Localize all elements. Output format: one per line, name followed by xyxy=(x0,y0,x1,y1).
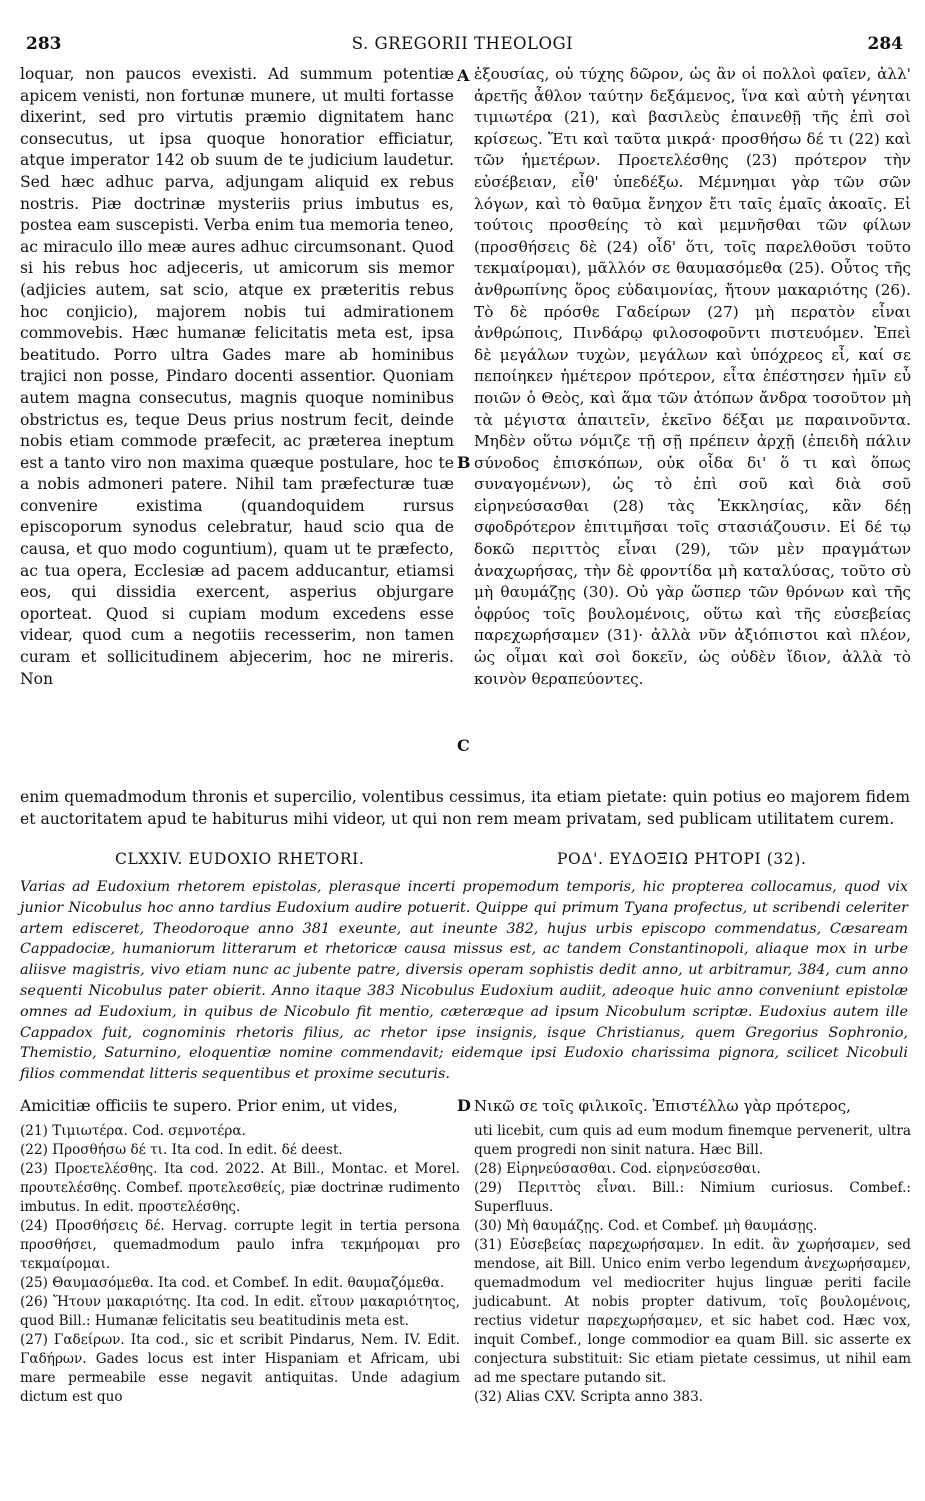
greek-letter-opening xyxy=(474,1096,911,1117)
footnote: (29) Περιττὸς εἶναι. Bill.: Nimium curiosus. Combef.: Superfluus. xyxy=(474,1180,911,1215)
footnote: (32) Alias CXV. Scripta anno 383. xyxy=(474,1389,704,1405)
latin-letter-opening-text: Amicitiæ officiis te supero. Prior enim, ut vides, xyxy=(20,1097,398,1115)
latin-continuation-text: enim quemadmodum thronis et supercilio, volentibus cessimus, ita etiam pietate: quin potius eo majorem fidem et auctoritatem apud te habiturus mihi videor, ut qui non rem meam privatam, sed publicam utilitatem curem. xyxy=(20,788,910,828)
page-number-left: 283 xyxy=(26,34,62,54)
greek-text: ἐξουσίας, οὐ τύχης δῶρον, ὡς ἂν οἱ πολλοὶ φαῖεν, ἀλλ' ἀρετῆς ἆθλον ταύτην δεξάμενος, ἵνα καὶ αὐτὴ γένηται τιμιωτέρα (21), καὶ βασιλεὺς ἐπαινεθῇ τῆς ἐπὶ σοὶ κρίσεως. Ἔτι καὶ ταῦτα μικρά· προσθήσω δέ τι (22) καὶ τῶν ἡμετέρων. Προετελέσθης (23) πρότερον τὴν εὐσέβειαν, εἶθ' ὑπεδέξω. Μέμνημαι γὰρ τῶν σῶν λόγων, καὶ τὸ θαῦμα ἔνηχον ἔτι ταῖς ἐμαῖς ἀκοαῖς. Εἰ τούτοις προσθείης τὸ καὶ μεμνῆσθαι τῶν φίλων (προσθήσεις δὲ (24) οἶδ' ὅτι, τοῖς παρελθοῦσι τοῦτο τεκμαίρομαι), μᾶλλόν σε θαυμασόμεθα (25). Οὗτος τῆς ἀνθρωπίνης ὅρος εὐδαιμονίας, ἤτουν μακαριότης (26). Τὸ δὲ πρόσθε Γαδείρων (27) μὴ περατὸν εἶναι ἀνθρώποις, Πινδάρῳ φιλοσοφοῦντι πιστευόμεν. Ἐπεὶ δὲ μεγάλων τυχὼν, μεγάλων καὶ ὑπόχρεος εἶ, καί σε πεποίηκεν ἡμέτερον πρότερον, εἶτα ἐπέστησεν ἡμῖν εὖ ποιῶν ὁ Θεὸς, καὶ ἅμα τῶν ἀτόπων ἄνδρα τοσοῦτον μὴ τὰ μέγιστα ἀπαιτεῖν, ἐκεῖνο δέξαι με παραινοῦντα. Μηδὲν οὕτω νόμιζε τῇ σῇ πρέπειν ἀρχῇ (ἐπειδὴ πάλιν σύνοδος ἐπισκόπων, οὐκ οἶδα δι' ὅ τι καὶ ὅπως συναγομένων), ὡς τὸ ἐπὶ σοῦ καὶ διὰ σοῦ εἰρηνεύσασθαι (28) τὰς Ἐκκλησίας, κἂν δέῃ σφοδρότερον ἐπιτιμῆσαι τοῖς στασιάζουσιν. Εἰ δέ τῳ δοκῶ περιττὸς εἶναι (29), τῶν μὲν πραγμάτων ἀναχωρήσας, τὴν δὲ φροντίδα μὴ καταλύσας, τοῦτο σὺ μὴ θαυμάζῃς (30). Οὐ γὰρ ὥσπερ τῶν θρόνων καὶ τῆς ὀφρύος τοῖς βουλομένοις, οὕτω καὶ τῆς εὐσεβείας παρεχωρήσαμεν (31)· ἀλλὰ νῦν ἀξιόπιστοι καὶ πλέον, ὡς οἶμαι καὶ σοὶ δοκεῖν, ὡς οὐδὲν ἴδιον, ἀλλὰ τὸ κοινὸν θεραπεύοντες. xyxy=(474,65,911,688)
margin-letter-d: D xyxy=(457,1096,471,1115)
footnote: (27) Γαδείρων. Ita cod., sic et scribit Pindarus, Nem. IV. Edit. Γαδήρων. Gades locus est inter Hispaniam et Africam, ubi mare permeabile esse negavit antiquitas. Unde adagium dictum est quo xyxy=(20,1332,460,1405)
latin-letter-opening xyxy=(20,1096,464,1117)
footnote: (28) Εἰρηνεύσασθαι. Cod. εἰρηνεύσεσθαι. xyxy=(474,1161,761,1177)
running-title: S. GREGORII THEOLOGI xyxy=(351,34,574,53)
footnotes-right xyxy=(474,1122,911,1407)
footnotes-left xyxy=(20,1122,460,1407)
footnote: (24) Προσθήσεις δέ. Hervag. corrupte legit in tertia persona προσθήσει, quemadmodum paulo infra τεκμήρομαι pro τεκμαίρομαι. xyxy=(20,1218,460,1272)
introduction-text: Varias ad Eudoxium rhetorem epistolas, plerasque incerti propemodum temporis, hic propterea collocamus, quod vix junior Nicobulus hoc anno tardius Eudoxium audire potuerit. Quippe qui primum Tyana profectus, ut scribendi celeriter artem edisceret, Theodoroque anno 381 exeunte, aut ineunte 382, hujus urbis episcopo commendatus, Cæsaream Cappadociæ, humaniorum litterarum et rhetoricæ causa missus est, ac tandem Constantinopoli, aliaque mox in urbe aliisve magistris, vivo etiam nunc ac jubente patre, diversis operam sophistis dedit anno, ut arbitramur, 384, cum anno sequenti Nicobulus pater obierit. Anno itaque 383 Nicobulus Eudoxium audiit, adeoque huic anno conveniunt epistolæ omnes ad Eudoxium, in quibus de Nicobulo fit mentio, cæteræque ad ipsum Nicobulum scriptæ. Eudoxius autem ille Cappadox fuit, cognominis rhetoris filius, ac rhetor ipse insignis, isque Christianus, quem Gregorius Sophronio, Themistio, Saturnino, eloquentiæ nomine commendavit; eidemque ipsi Eudoxio charissima pignora, scilicet Nicobuli filios commendat litteris sequentibus et proxime secuturis. xyxy=(20,879,908,1083)
footnote: (21) Τιμιωτέρα. Cod. σεμνοτέρα. xyxy=(20,1123,246,1139)
footnote: (22) Προσθήσω δέ τι. Ita cod. In edit. δέ deest. xyxy=(20,1142,343,1158)
footnote: (30) Μὴ θαυμάζῃς. Cod. et Combef. μὴ θαυμάσῃς. xyxy=(474,1218,818,1234)
margin-letter-a: A xyxy=(457,66,470,85)
letter-heading-greek: ΡΟΔ'. ΕΥΔΟΞΙΩ ΡΗΤΟΡΙ (32). xyxy=(557,850,807,868)
footnote: (31) Εὐσεβείας παρεχωρήσαμεν. In edit. ἂν χωρήσαμεν, sed mendose, ait Bill. Unico enim verbo legendum ἀνεχωρήσαμεν, quemadmodum vel mediocriter hujus linguæ periti facile judicabunt. At nobis propter dativum, τοῖς βουλομένοις, rectius videtur παρεχωρήσαμεν, et sic habet cod. Hæc vox, inquit Combef., longe commodior ea quam Bill. sic asserte ex conjectura substituit: Sic etiam pietate cessimus, ut nihil eam ad me spectare putando sit. xyxy=(474,1237,911,1386)
footnote: (25) Θαυμασόμεθα. Ita cod. et Combef. In edit. θαυμαζόμεθα. xyxy=(20,1275,445,1291)
letter-heading-latin: CLXXIV. EUDOXIO RHETORI. xyxy=(115,850,365,868)
latin-column xyxy=(20,64,454,690)
editorial-introduction xyxy=(20,877,908,1085)
footnote: (23) Προετελέσθης. Ita cod. 2022. At Bill., Montac. et Morel. προυτελέσθης. Combef. προτελεσθείς, piæ doctrinæ rudimento imbutus. In edit. προστελέσθης. xyxy=(20,1161,460,1215)
greek-letter-opening-text: Νικῶ σε τοῖς φιλικοῖς. Ἐπιστέλλω γὰρ πρότερος, xyxy=(474,1097,851,1115)
latin-text: loquar, non paucos evexisti. Ad summum potentiæ apicem venisti, non fortunæ munere, ut multi fortasse dixerint, sed pro virtutis præmio dignitatem hanc consecutus, ut ipsa quoque honoratior efficiatur, atque imperator 142 ob suum de te judicium laudetur. Sed hæc adhuc parva, adjungam aliquid ex rebus nostris. Piæ doctrinæ mysteriis prius imbutus es, postea eam suscepisti. Verba enim tua memoria teneo, ac miraculo illo meæ aures adhuc circumsonant. Quod si his rebus hoc adjeceris, ut amicorum sis memor (adjicies autem, sat scio, atque ex præteritis rebus hoc conjicio), majorem nobis tui admirationem commovebis. Hæc humanæ felicitatis meta est, ipsa beatitudo. Porro ultra Gades mare ab hominibus trajici non posse, Pindaro docenti assentior. Quoniam autem magna consecutus, magnis quoque nominibus obstrictus es, teque Deus prius nostrum fecit, deinde nobis etiam commode præfecit, ac præterea ineptum est a tanto viro non maxima quæque postulare, hoc te a nobis admoneri patere. Nihil tam præfecturæ tuæ convenire existima (quandoquidem rursus episcoporum synodus celebratur, haud scio qua de causa, et quo modo coguntium), quam ut te præfecto, ac tua opera, Ecclesiæ ad pacem adducantur, etiamsi eos, qui dissidia exercent, asperius objurgare oporteat. Quod si cupiam modum excedens esse videar, quod cum a negotiis recesserim, non tamen curam et sollicitudinem abjecerim, hoc ne mireris. Non xyxy=(20,65,454,688)
footnote: uti licebit, cum quis ad eum modum finemque pervenerit, ultra quem progredi non sinit natura. Hæc Bill. xyxy=(474,1123,911,1158)
running-header xyxy=(20,34,905,56)
footnote: (26) Ἤτουν μακαριότης. Ita cod. In edit. εἴτουν μακαριότητος, quod Bill.: Humanæ felicitatis seu beatitudinis meta est. xyxy=(20,1294,460,1329)
page-number-right: 284 xyxy=(867,34,903,54)
letter-headings xyxy=(20,850,910,872)
margin-letter-c: C xyxy=(457,736,470,755)
greek-column xyxy=(474,64,911,690)
latin-continuation xyxy=(20,787,910,830)
margin-letter-b: B xyxy=(457,453,471,472)
